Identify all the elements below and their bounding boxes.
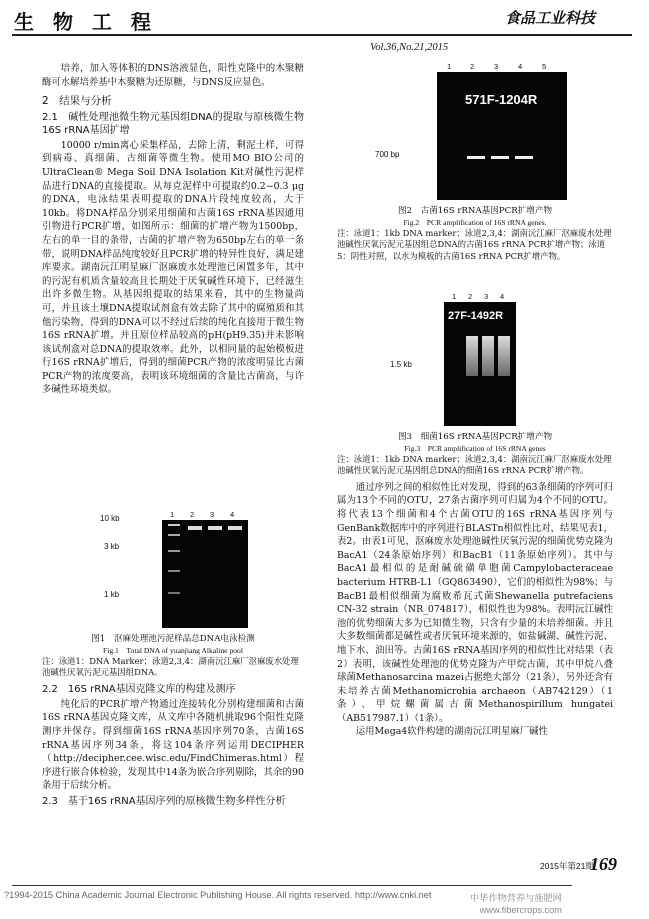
watermark bbox=[470, 892, 562, 916]
ladder-label-1kb: 1 kb bbox=[104, 590, 120, 599]
section-2-1-heading: 2.1 碱性处理池微生物元基因组DNA的提取与原核微生物16S rRNA基因扩增 bbox=[42, 111, 304, 136]
page-number: 169 bbox=[590, 854, 617, 874]
ladder-label-700bp: 700 bp bbox=[375, 150, 400, 159]
right-column-text bbox=[337, 432, 613, 739]
figure-3-caption: 图3 细菌16S rRNA基因PCR扩增产物 bbox=[397, 432, 553, 442]
figure-2-caption: 图2 古菌16S rRNA基因PCR扩增产物 bbox=[397, 206, 553, 216]
phylogeny-paragraph: 运用Mega4软件构建的湖南沅江明星麻厂碱性 bbox=[355, 726, 548, 738]
lane-2: 2 bbox=[468, 292, 473, 301]
ladder-label-3kb: 3 kb bbox=[104, 542, 120, 551]
lane-3: 3 bbox=[484, 292, 489, 301]
figure-3 bbox=[390, 292, 550, 427]
footer-rule bbox=[12, 885, 572, 886]
gel-image-1 bbox=[162, 520, 248, 628]
section-2-2-heading: 2.2 16S rRNA基因克隆文库的构建及测序 bbox=[42, 683, 236, 695]
figure-1-caption: 图1 沤麻处理池污泥样品总DNA电泳检测 bbox=[91, 634, 255, 644]
section-2-1-body: 10000 r/min离心采集样品，去除上清，剩泥土样，可得到病毒、真细菌、古细菌等微生物。使用MO BIO公司的UltraClean® Mega Soil DNA Isolation Kit对碱性污泥样品进行DNA的直接提取。从每克泥样中可提取约0.2~0.3 μg的DNA，电泳结果表明提取的DNA片段纯度较高，大于10kb。将DNA样品分别采用细菌和古菌16S rRNA基因通用引物进行PCR扩增，如图所示：细菌的扩增产物为1500bp，左右的单一目的条带，古菌的扩增产物为650bp左右的单一条带，说明DNA样品纯度较好且PCR扩增的特异性良好，满足建库要求。湖南沅江明星麻厂沤麻废水处理池已闲置多年，其中的污泥有机质含量较高且长期处于厌氧碱性环境下，已经滋生出许多微生物。从基因组提取的结果来看，其中的生物量尚可，并且该土壤DNA提取试剂盒有效去除了其中的腐殖质和其他污染物，得到的DNA可以不经过后续的纯化直接用于微生物16S rRNA扩增。并且原位样品较高的pH(pH9.35)并未影响该试剂盒对总DNA的提取效率。此外，以相同量的起始模板进行16S rRNA扩增后，得到的细菌PCR产物的浓度明显比古菌PCR产物的浓度要高，表明该环境细菌的含量比古菌高，与许多碱性环境类似。 bbox=[42, 139, 304, 396]
lane-4: 4 bbox=[230, 510, 235, 519]
figure-1-note: 注：泳道1：DNA Marker；泳道2,3,4：湖南沅江麻厂沤麻废水处理池碱性厌氧污泥元基因组DNA。 bbox=[42, 655, 299, 678]
lane-1: 1 bbox=[170, 510, 175, 519]
lane-2: 2 bbox=[470, 62, 475, 71]
gel-image-3 bbox=[444, 302, 516, 426]
lane-3: 3 bbox=[494, 62, 499, 71]
figure-3-caption-en: Fig.3 PCR amplification of 16S rRNA genes bbox=[404, 443, 546, 453]
figure-2 bbox=[375, 62, 575, 202]
figure-2-note: 注：泳道1：1kb DNA marker；泳道2,3,4：湖南沅江麻厂沤麻废水处理池碱性厌氧污泥元基因组总DNA的古菌16S rRNA PCR扩增产物；泳道5：阴性对照，以水为模板的古菌16S rRNA PCR扩增产物。 bbox=[337, 227, 612, 261]
section-2-3-heading: 2.3 基于16S rRNA基因序列的原核微生物多样性分析 bbox=[42, 795, 286, 807]
section-2-2-body: 纯化后的PCR扩增产物通过连接转化分别构建细菌和古菌16S rRNA基因克隆文库，从文库中各随机挑取96个阳性克隆测序并保存。得到细菌16S rRNA基因序列70条，古菌16S rRNA基因序列34条，将这104条序列运用DECIPHER（http://decipher.cee.wisc.edu/FindChimeras.html）程序进行嵌合体检验，发现其中14条为嵌合序列剔除，其余的90条用于后续分析。 bbox=[42, 698, 304, 792]
lane-1: 1 bbox=[452, 292, 457, 301]
lane-3: 3 bbox=[210, 510, 215, 519]
journal-name: 食品工业科技 bbox=[505, 9, 596, 27]
primer-label-3: 27F-1492R bbox=[448, 310, 504, 322]
lane-4: 4 bbox=[518, 62, 523, 71]
lane-1: 1 bbox=[447, 62, 452, 71]
ladder-label-1-5kb: 1.5 kb bbox=[390, 360, 412, 369]
results-paragraph: 通过序列之间的相似性比对发现，得到的63条细菌的序列可归属为13个不同的OTU，27条古菌序列可归属为4个不同的OTU。将代表13个细菌和4个古菌OTU的16S rRNA基因序列与GenBank数据库中的序列进行BLASTn相似性比对，结果见表1，表2。由表1可见，沤麻废水处理池碱性厌氧污泥的细菌优势克隆为BacA1（24条原始序列）和BacB1（11条原始序列）。其中与BacA1最相似的是耐碱硫磺单胞菌Campylobacteraceae bacterium HTRB-L1（GQ863490），它们的相似性为98%；与BacB1最相似细菌为腐败希瓦式菌Shewanella putrefaciens CN-32 strain（NR_074817），相似性也为98%。表明沅江碱性池的优势细菌大多为已知微生物，只含有少量的未培养细菌。并且大多数细菌都是碱性或者厌氧环境来源的，如盐碱湖、碱性污泥、地下水、油田等。古菌16S rRNA基因序列的相似性比对结果（表2）表明，该碱性处理池的优势克隆为产甲烷古菌，其中甲烷八叠球菌Methanosarcina mazei占据绝大部分（21条），另外还含有未培养古菌Methanomicrobia archaeon（AB742129）（1条）、甲烷螺菌属古菌Methanospirillum hungatei（AB517987.1）（1条）。 bbox=[337, 481, 613, 724]
primer-label-2: 571F-1204R bbox=[465, 92, 538, 107]
figure-1 bbox=[100, 510, 260, 630]
intro-paragraph: 培养，加入等体积的DNS溶液显色，阳性克隆中的木聚糖酶可水解培养基中木聚糖为还原糖，与DNS反应显色。 bbox=[42, 63, 304, 88]
copyright-line: ?1994-2015 China Academic Journal Electronic Publishing House. All rights reserved. http://www.cnki.net bbox=[4, 890, 432, 900]
watermark-line-1: 中华作物营养与施肥网 bbox=[470, 893, 562, 903]
figure-3-note: 注：泳道1：1kb DNA marker；泳道2,3,4：湖南沅江麻厂沤麻废水处理池碱性厌氧污泥元基因组总DNA的细菌16S rRNA PCR扩增产物。 bbox=[337, 453, 612, 476]
left-column-bottom bbox=[42, 634, 304, 810]
journal-section-title: 生 物 工 程 bbox=[14, 10, 157, 34]
issue-label: 2015年第21期 bbox=[540, 861, 594, 871]
lane-2: 2 bbox=[190, 510, 195, 519]
gel-image-2 bbox=[437, 72, 567, 200]
figure-2-caption-block bbox=[337, 206, 613, 262]
lane-4: 4 bbox=[500, 292, 505, 301]
left-column-top bbox=[42, 62, 304, 397]
figure-2-caption-en: Fig.2 PCR amplification of 16S rRNA genes. bbox=[403, 217, 547, 227]
header-rule bbox=[12, 34, 632, 36]
ladder-label-10kb: 10 kb bbox=[100, 514, 120, 523]
watermark-line-2: www.fibercrops.com bbox=[479, 905, 562, 915]
lane-5: 5 bbox=[542, 62, 547, 71]
section-2-heading: 2 结果与分析 bbox=[42, 95, 112, 108]
volume-info: Vol.36,No.21,2015 bbox=[370, 42, 449, 53]
figure-1-caption-en: Fig.1 Total DNA of yuanjiang Alkaline pool bbox=[103, 645, 243, 655]
